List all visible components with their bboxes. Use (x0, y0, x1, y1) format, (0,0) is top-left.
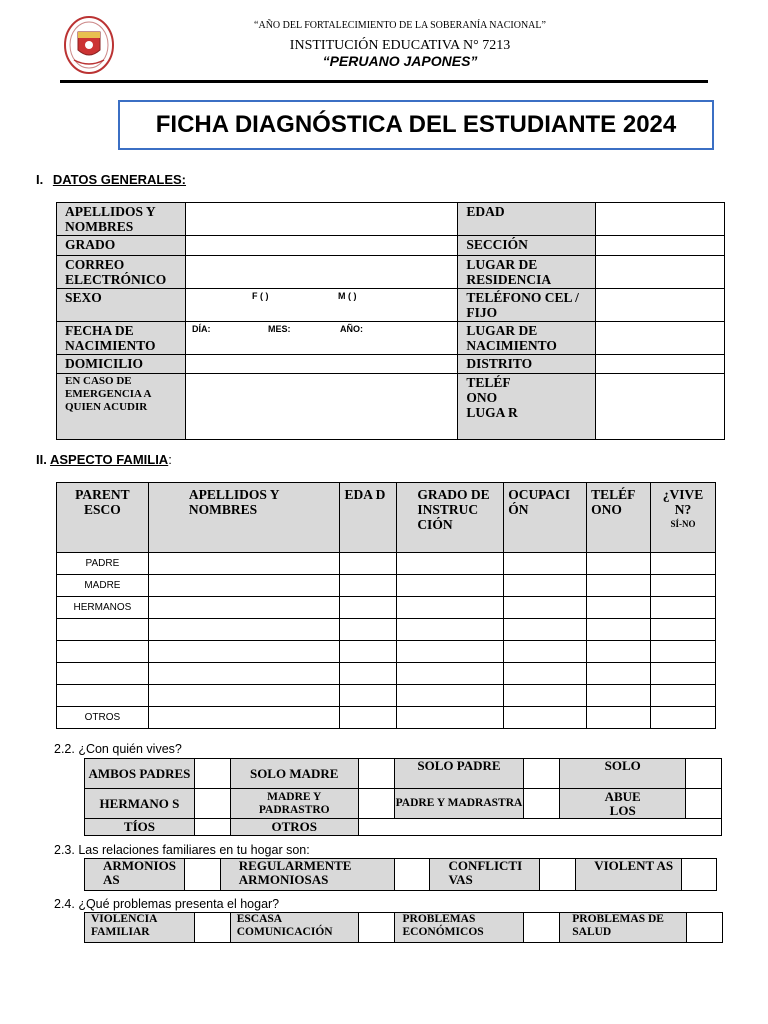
school-subtitle: “PERUANO JAPONES” (322, 53, 478, 69)
family-cell[interactable] (651, 707, 716, 729)
family-cell[interactable] (397, 663, 504, 685)
field-seccion[interactable] (596, 236, 725, 256)
family-cell[interactable] (651, 575, 716, 597)
family-cell[interactable] (587, 619, 651, 641)
col-ocupacion: OCUPACI ÓN (504, 483, 587, 553)
q22-madre-padrastro-box[interactable] (358, 789, 394, 819)
label-telefono: TELÉFONO CEL / FIJO (458, 289, 596, 322)
table-row (57, 663, 716, 685)
family-cell[interactable] (148, 707, 340, 729)
q22-tios-box[interactable] (194, 819, 230, 836)
family-cell[interactable] (504, 663, 587, 685)
family-cell[interactable] (397, 685, 504, 707)
field-correo[interactable] (185, 256, 457, 289)
family-cell[interactable] (651, 641, 716, 663)
family-row-label: HERMANOS (57, 597, 149, 619)
mes-label: MES: (267, 324, 291, 334)
q22-label: 2.2. ¿Con quién vives? (54, 742, 182, 756)
label-lugar-residencia: LUGAR DE RESIDENCIA (458, 256, 596, 289)
label-correo: CORREO ELECTRÓNICO (57, 256, 186, 289)
label-telefono-lugar (458, 374, 596, 440)
col-vive-label: ¿VIVE N? (662, 487, 704, 517)
family-cell[interactable] (504, 619, 587, 641)
q23-conflictivas: CONFLICTI VAS (430, 859, 540, 891)
anio-label: AÑO: (339, 324, 363, 334)
field-emergencia[interactable] (185, 374, 457, 440)
q23-violentas: VIOLENT AS (576, 859, 682, 891)
field-domicilio[interactable] (185, 355, 457, 374)
q22-padre-madrastra: PADRE Y MADRASTRA (394, 789, 524, 819)
q23-violentas-box[interactable] (682, 859, 717, 891)
family-cell[interactable] (504, 597, 587, 619)
q23-table (84, 858, 717, 891)
section-2-label: ASPECTO FAMILIA (49, 452, 169, 467)
dia-label: DÍA: (191, 324, 211, 334)
col-apellidos: APELLIDOS Y NOMBRES (148, 483, 340, 553)
section-1-number: I. (36, 172, 44, 187)
label-distrito: DISTRITO (458, 355, 596, 374)
section-1-label: DATOS GENERALES: (52, 172, 187, 187)
family-cell[interactable] (651, 663, 716, 685)
label-lugar-nac: LUGAR DE NACIMIENTO (458, 322, 596, 355)
family-cell[interactable] (340, 619, 397, 641)
field-sexo[interactable] (185, 289, 457, 322)
family-cell[interactable] (397, 619, 504, 641)
school-crest-icon (64, 16, 114, 74)
label-seccion: SECCIÓN (458, 236, 596, 256)
q22-hermanos-box[interactable] (194, 789, 230, 819)
family-cell[interactable] (504, 685, 587, 707)
table-row (57, 641, 716, 663)
label-edad: EDAD (458, 203, 596, 236)
q22-madre-padrastro: MADRE Y PADRASTRO (230, 789, 358, 819)
family-row-label: PADRE (57, 553, 149, 575)
section-1-heading (36, 172, 186, 187)
family-row-label: MADRE (57, 575, 149, 597)
table-row (57, 619, 716, 641)
q23-armoniosas-box[interactable] (184, 859, 220, 891)
family-cell[interactable] (397, 553, 504, 575)
table-row (57, 597, 716, 619)
q23-label: 2.3. Las relaciones familiares en tu hogar son: (54, 843, 310, 857)
q24-label: 2.4. ¿Qué problemas presenta el hogar? (54, 897, 280, 911)
family-cell[interactable] (587, 575, 651, 597)
family-cell[interactable] (504, 707, 587, 729)
q22-abuelos-box[interactable] (686, 789, 722, 819)
telefono-lugar-text: TELÉF ONO LUGA R (466, 375, 518, 420)
q23-conflictivas-box[interactable] (540, 859, 576, 891)
q22-solo-padre: SOLO PADRE (394, 759, 524, 789)
field-lugar-residencia[interactable] (596, 256, 725, 289)
table-row (57, 553, 716, 575)
label-fecha-nac: FECHA DE NACIMIENTO (57, 322, 186, 355)
q22-otros-field[interactable] (358, 819, 721, 836)
school-motto: “AÑO DEL FORTALECIMIENTO DE LA SOBERANÍA NACIONAL” (254, 20, 546, 31)
field-telefono-lugar[interactable] (596, 374, 725, 440)
family-cell[interactable] (587, 641, 651, 663)
family-cell[interactable] (340, 707, 397, 729)
family-row-label (57, 663, 149, 685)
family-cell[interactable] (587, 553, 651, 575)
label-sexo: SEXO (57, 289, 186, 322)
family-cell[interactable] (340, 685, 397, 707)
family-row-label (57, 641, 149, 663)
family-table (56, 482, 716, 729)
label-grado: GRADO (57, 236, 186, 256)
family-cell[interactable] (651, 597, 716, 619)
table-row (57, 685, 716, 707)
field-apellidos[interactable] (185, 203, 457, 236)
family-cell[interactable] (651, 685, 716, 707)
q24-escasa-box[interactable] (358, 913, 394, 943)
family-cell[interactable] (587, 663, 651, 685)
field-grado[interactable] (185, 236, 457, 256)
col-telefono: TELÉF ONO (587, 483, 651, 553)
section-2-number: II. (36, 452, 47, 467)
section-2-suffix: : (168, 452, 172, 467)
school-name: INSTITUCIÓN EDUCATIVA N° 7213 (289, 38, 511, 53)
q23-regularmente: REGULARMENTE ARMONIOSAS (220, 859, 394, 891)
q22-padre-madrastra-box[interactable] (524, 789, 560, 819)
q24-salud: PROBLEMAS DE SALUD (560, 913, 687, 943)
q22-solo-padre-box[interactable] (524, 759, 560, 789)
sexo-m-option[interactable]: M ( ) (337, 291, 357, 301)
family-cell[interactable] (504, 553, 587, 575)
family-cell[interactable] (651, 553, 716, 575)
sexo-f-option[interactable]: F ( ) (251, 291, 269, 301)
q22-solo: SOLO (560, 759, 686, 789)
col-grado: GRADO DE INSTRUC CIÓN (397, 483, 504, 553)
col-parentesco: PARENT ESCO (57, 483, 149, 553)
field-edad[interactable] (596, 203, 725, 236)
q24-salud-box[interactable] (687, 913, 723, 943)
family-cell[interactable] (148, 641, 340, 663)
family-cell[interactable] (397, 575, 504, 597)
table-row (57, 707, 716, 729)
family-row-label: OTROS (57, 707, 149, 729)
family-cell[interactable] (148, 597, 340, 619)
field-lugar-nac[interactable] (596, 322, 725, 355)
family-cell[interactable] (340, 641, 397, 663)
family-cell[interactable] (340, 575, 397, 597)
family-cell[interactable] (340, 553, 397, 575)
family-cell[interactable] (504, 575, 587, 597)
q22-ambos-padres-box[interactable] (194, 759, 230, 789)
family-cell[interactable] (148, 663, 340, 685)
q23-regularmente-box[interactable] (394, 859, 430, 891)
q22-solo-box[interactable] (686, 759, 722, 789)
family-cell[interactable] (340, 597, 397, 619)
q24-violencia: VIOLENCIA FAMILIAR (85, 913, 195, 943)
q24-table (84, 912, 723, 943)
family-cell[interactable] (587, 685, 651, 707)
family-cell[interactable] (397, 707, 504, 729)
q22-abuelos (560, 789, 686, 819)
family-cell[interactable] (397, 597, 504, 619)
col-vive-sub: SÍ-NO (670, 519, 696, 529)
family-row-label (57, 619, 149, 641)
q23-armoniosas: ARMONIOS AS (85, 859, 185, 891)
q22-solo-madre: SOLO MADRE (230, 759, 358, 789)
table-row (57, 575, 716, 597)
family-row-label (57, 685, 149, 707)
q24-economicos-box[interactable] (524, 913, 560, 943)
q22-ambos-padres: AMBOS PADRES (85, 759, 195, 789)
q22-hermanos: HERMANO S (85, 789, 195, 819)
col-vive (651, 483, 716, 553)
family-cell[interactable] (148, 575, 340, 597)
q22-otros: OTROS (230, 819, 358, 836)
family-cell[interactable] (587, 707, 651, 729)
q24-economicos: PROBLEMAS ECONÓMICOS (394, 913, 524, 943)
q22-tios: TÍOS (85, 819, 195, 836)
family-cell[interactable] (651, 619, 716, 641)
q22-solo-madre-box[interactable] (358, 759, 394, 789)
q22-table (84, 758, 722, 836)
page-title: FICHA DIAGNÓSTICA DEL ESTUDIANTE 2024 (118, 100, 714, 150)
family-cell[interactable] (504, 641, 587, 663)
q22-abuelos-text: ABUE LOS (604, 788, 641, 818)
field-distrito[interactable] (596, 355, 725, 374)
label-domicilio: DOMICILIO (57, 355, 186, 374)
col-edad: EDA D (340, 483, 397, 553)
header-rule (60, 80, 708, 83)
label-apellidos: APELLIDOS Y NOMBRES (57, 203, 186, 236)
general-data-table (56, 202, 725, 440)
field-telefono[interactable] (596, 289, 725, 322)
section-2-heading (36, 452, 172, 467)
family-cell[interactable] (587, 597, 651, 619)
family-cell[interactable] (397, 641, 504, 663)
family-cell[interactable] (148, 685, 340, 707)
label-emergencia: EN CASO DE EMERGENCIA A QUIEN ACUDIR (57, 374, 186, 440)
family-cell[interactable] (340, 663, 397, 685)
q24-violencia-box[interactable] (194, 913, 230, 943)
q24-escasa: ESCASA COMUNICACIÓN (230, 913, 358, 943)
family-cell[interactable] (148, 553, 340, 575)
family-table-body (57, 553, 716, 729)
family-cell[interactable] (148, 619, 340, 641)
field-fecha-nac[interactable] (185, 322, 457, 355)
